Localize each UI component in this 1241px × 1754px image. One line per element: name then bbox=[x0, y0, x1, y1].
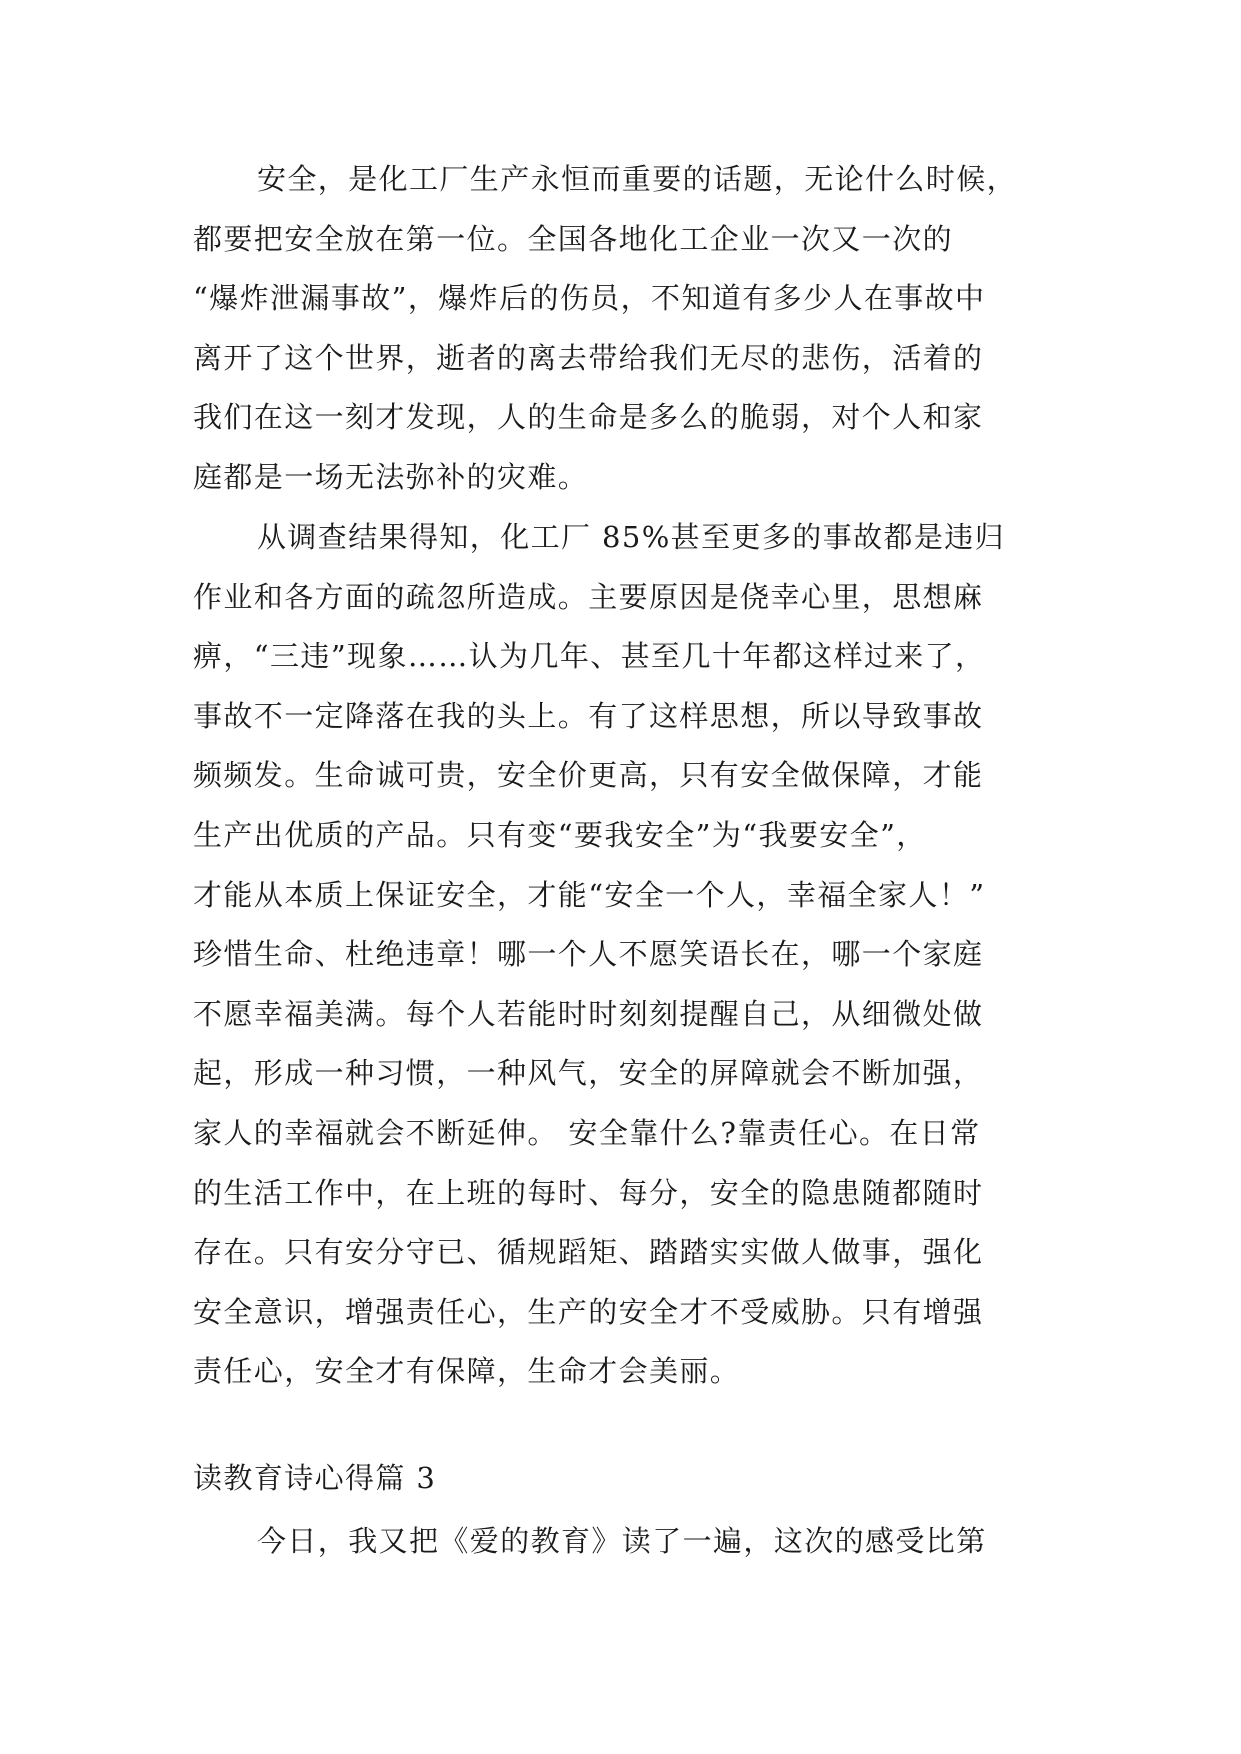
paragraph-1 bbox=[193, 150, 1063, 508]
paragraph-line: 安全意识，增强责任心，生产的安全才不受威胁。只有增强 bbox=[193, 1294, 984, 1329]
paragraph-line: 今日，我又把《爱的教育》读了一遍，这次的感受比第 bbox=[257, 1524, 987, 1558]
paragraph-line: “爆炸泄漏事故”，爆炸后的伤员，不知道有多少人在事故中 bbox=[193, 281, 986, 316]
paragraph-line: 作业和各方面的疏忽所造成。主要原因是侥幸心里，思想麻 bbox=[193, 579, 984, 614]
paragraph-line: 的生活工作中，在上班的每时、每分，安全的隐患随都随时 bbox=[193, 1175, 984, 1210]
paragraph-line: 生产出优质的产品。只有变“要我安全”为“我要安全”， bbox=[193, 817, 927, 852]
paragraph-line: 责任心，安全才有保障，生命才会美丽。 bbox=[193, 1354, 741, 1389]
paragraph-line: 频频发。生命诚可贵，安全价更高，只有安全做保障，才能 bbox=[193, 758, 984, 793]
paragraph-line: 安全，是化工厂生产永恒而重要的话题，无论什么时候， bbox=[257, 162, 1018, 196]
paragraph-3 bbox=[193, 1512, 1063, 1572]
paragraph-2 bbox=[193, 508, 1063, 1402]
paragraph-line: 事故不一定降落在我的头上。有了这样思想，所以导致事故 bbox=[193, 698, 984, 733]
paragraph-line: 才能从本质上保证安全，才能“安全一个人，幸福全家人！” bbox=[193, 877, 986, 912]
section-heading: 读教育诗心得篇 3 bbox=[193, 1461, 437, 1495]
paragraph-line: 家人的幸福就会不断延伸。 安全靠什么?靠责任心。在日常 bbox=[193, 1115, 981, 1150]
paragraph-line: 起，形成一种习惯，一种风气，安全的屏障就会不断加强， bbox=[193, 1056, 984, 1091]
paragraph-line: 从调查结果得知，化工厂 85%甚至更多的事故都是违归 bbox=[257, 520, 1006, 554]
paragraph-line: 都要把安全放在第一位。全国各地化工企业一次又一次的 bbox=[193, 221, 954, 256]
paragraph-line: 庭都是一场无法弥补的灾难。 bbox=[193, 459, 589, 494]
paragraph-line: 存在。只有安分守已、循规蹈矩、踏踏实实做人做事，强化 bbox=[193, 1235, 984, 1270]
paragraph-line: 离开了这个世界，逝者的离去带给我们无尽的悲伤，活着的 bbox=[193, 340, 984, 375]
paragraph-line: 痹，“三违”现象……认为几年、甚至几十年都这样过来了， bbox=[193, 639, 986, 674]
paragraph-line: 不愿幸福美满。每个人若能时时刻刻提醒自己，从细微处做 bbox=[193, 996, 984, 1031]
paragraph-line: 我们在这一刻才发现，人的生命是多么的脆弱，对个人和家 bbox=[193, 400, 984, 435]
paragraph-line: 珍惜生命、杜绝违章！哪一个人不愿笑语长在，哪一个家庭 bbox=[193, 937, 984, 972]
